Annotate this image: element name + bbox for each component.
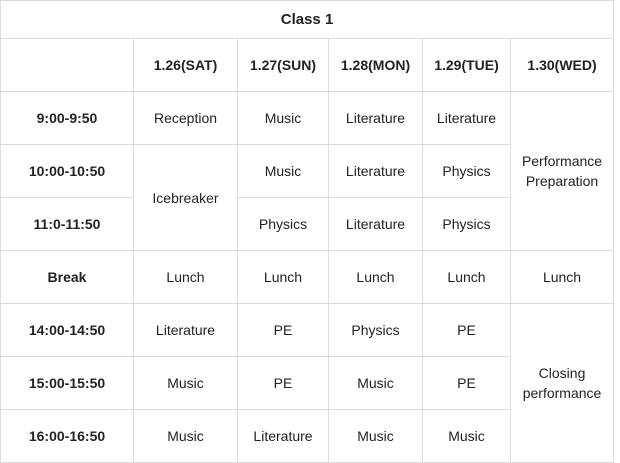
column-header: 1.30(WED) <box>511 39 614 92</box>
class-cell: Literature <box>423 92 511 145</box>
table-row <box>1 251 614 304</box>
time-cell: 16:00-16:50 <box>1 410 134 463</box>
class-cell: Lunch <box>329 251 423 304</box>
time-cell: 14:00-14:50 <box>1 304 134 357</box>
column-header: 1.29(TUE) <box>423 39 511 92</box>
schedule-title: Class 1 <box>1 1 614 39</box>
class-cell: Literature <box>238 410 329 463</box>
time-cell: 15:00-15:50 <box>1 357 134 410</box>
class-cell: Literature <box>329 92 423 145</box>
table-row <box>1 92 614 145</box>
class-cell: Literature <box>134 304 238 357</box>
class-cell: PE <box>238 357 329 410</box>
class-cell: Physics <box>329 304 423 357</box>
class-cell: Music <box>238 92 329 145</box>
corner-cell <box>1 39 134 92</box>
class-cell-merged: Icebreaker <box>134 145 238 251</box>
class-cell-merged: Closing performance <box>511 304 614 463</box>
time-cell: 9:00-9:50 <box>1 92 134 145</box>
class-cell: Music <box>423 410 511 463</box>
table-row <box>1 304 614 357</box>
class-cell: Physics <box>423 198 511 251</box>
column-header: 1.26(SAT) <box>134 39 238 92</box>
header-row <box>1 39 614 92</box>
column-header: 1.27(SUN) <box>238 39 329 92</box>
class-cell: Music <box>329 410 423 463</box>
class-cell: Music <box>134 410 238 463</box>
class-cell: Music <box>134 357 238 410</box>
class-cell: Literature <box>329 198 423 251</box>
class-cell: PE <box>238 304 329 357</box>
class-cell: Lunch <box>134 251 238 304</box>
time-cell: Break <box>1 251 134 304</box>
class-cell: Physics <box>238 198 329 251</box>
title-row <box>1 1 614 39</box>
class-cell: Lunch <box>238 251 329 304</box>
class-cell: PE <box>423 304 511 357</box>
time-cell: 11:0-11:50 <box>1 198 134 251</box>
column-header: 1.28(MON) <box>329 39 423 92</box>
class-cell: Music <box>238 145 329 198</box>
class-cell: Music <box>329 357 423 410</box>
class-cell: Physics <box>423 145 511 198</box>
time-cell: 10:00-10:50 <box>1 145 134 198</box>
class-cell: Lunch <box>423 251 511 304</box>
class-cell: PE <box>423 357 511 410</box>
class-cell: Reception <box>134 92 238 145</box>
class-cell-merged: Performance Preparation <box>511 92 614 251</box>
class-cell: Literature <box>329 145 423 198</box>
class-cell: Lunch <box>511 251 614 304</box>
